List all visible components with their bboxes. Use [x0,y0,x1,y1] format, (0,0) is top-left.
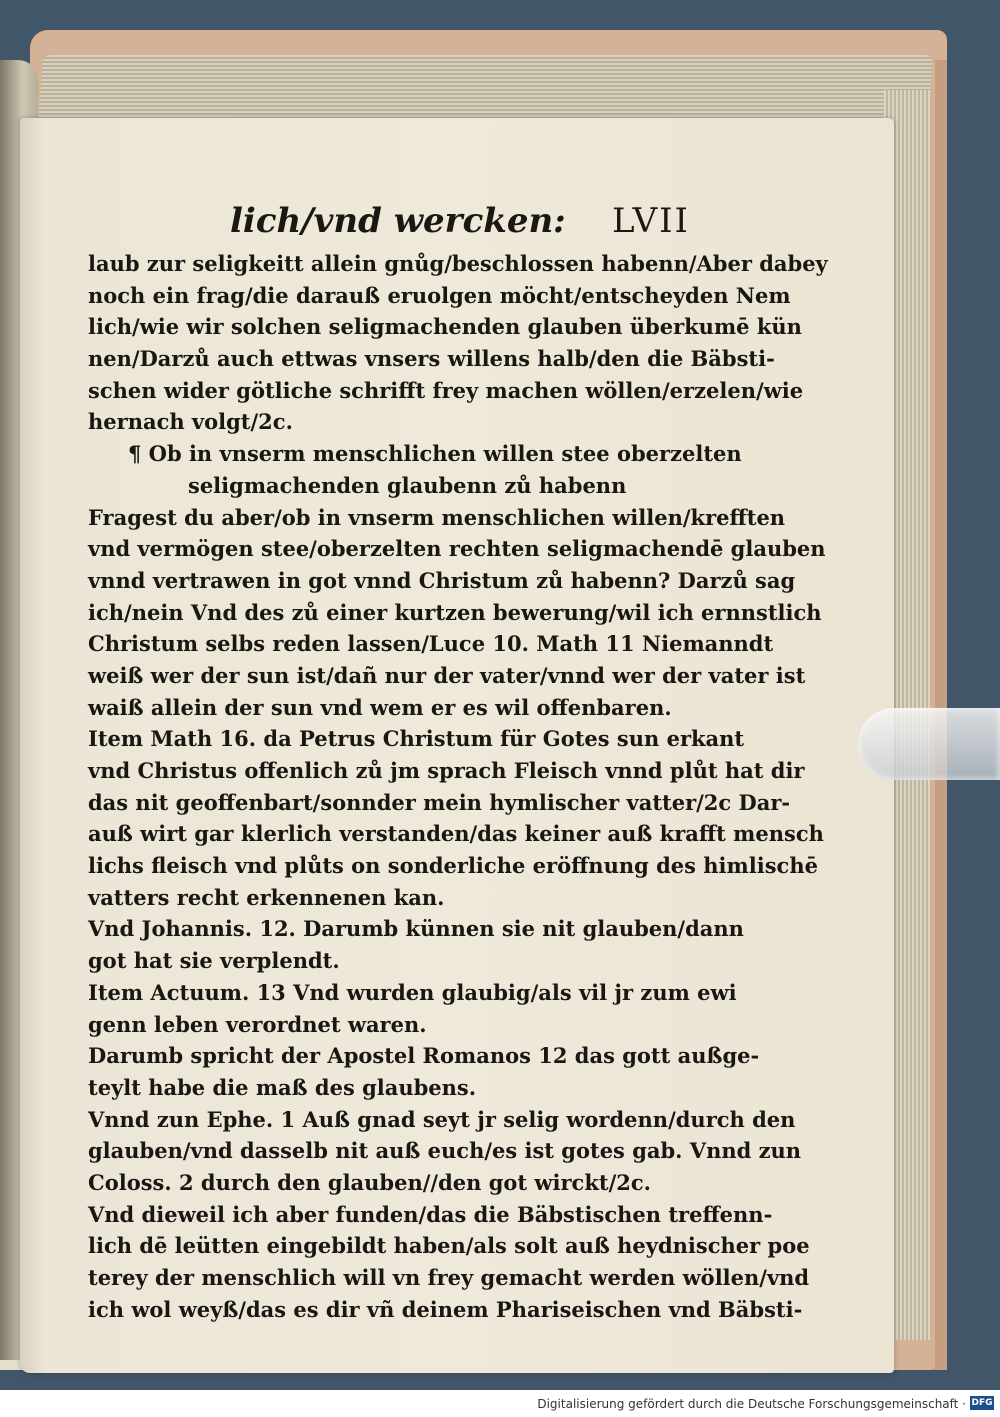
text-line: vnd vermögen stee/oberzelten rechten seligmachendē glauben [88,536,826,562]
text-line: Vnd dieweil ich aber funden/das die Bäbstischen treffenn- [88,1201,773,1227]
footer-bar [0,1390,1000,1417]
text-line: schen wider götliche schrifft frey machen wöllen/erzelen/wie [88,377,804,403]
text-line: noch ein frag/die darauß eruolgen möcht/entscheyden Nem [88,282,791,308]
text-line: vnnd vertrawen in got vnnd Christum zů habenn? Darzů sag [88,567,796,593]
text-line: hernach volgt/2c. [88,409,293,435]
section-heading: seligmachenden glaubenn zů habenn [188,472,627,498]
page-clip [858,708,1000,780]
text-line: Fragest du aber/ob in vnserm menschlichen willen/krefften [88,504,786,530]
section-heading: ¶ Ob in vnserm menschlichen willen stee oberzelten [128,441,742,467]
text-line: auß wirt gar klerlich verstanden/das keiner auß krafft mensch [88,821,824,847]
text-line: lich/wie wir solchen seligmachenden glauben überkumē kün [88,314,802,340]
text-line: waiß allein der sun vnd wem er es wil offenbaren. [88,694,672,720]
text-line: Item Math 16. da Petrus Christum für Gotes sun erkant [88,726,745,752]
funding-credit: Digitalisierung gefördert durch die Deutsche Forschungsgemeinschaft · [537,1397,966,1411]
text-line: Vnnd zun Ephe. 1 Auß gnad seyt jr selig wordenn/durch den [88,1106,796,1132]
text-line: teylt habe die maß des glaubens. [88,1074,477,1100]
text-line: genn leben verordnet waren. [88,1011,427,1037]
text-line: got hat sie verplendt. [88,948,340,974]
text-line: vnd Christus offenlich zů jm sprach Fleisch vnnd plůt hat dir [88,758,805,783]
text-line: Item Actuum. 13 Vnd wurden glaubig/als vil jr zum ewi [88,979,737,1005]
text-line: ich wol weyß/das es dir vñ deinem Phariseischen vnd Bäbsti- [88,1296,803,1322]
text-line: Vnd Johannis. 12. Darumb künnen sie nit glauben/dann [88,916,744,942]
page-text [88,248,828,1325]
text-line: Darumb spricht der Apostel Romanos 12 das gott außge- [88,1043,760,1069]
text-line: vatters recht erkennenen kan. [88,884,445,910]
text-line: lich dē leütten eingebildt haben/als solt auß heydnischer poe [88,1233,810,1259]
text-line: terey der menschlich will vn frey gemacht werden wöllen/vnd [88,1265,810,1290]
text-line: nen/Darzů auch ettwas vnsers willens halb/den die Bäbsti- [88,346,775,372]
text-line: das nit geoffenbart/sonnder mein hymlischer vatter/2c Dar- [88,789,791,815]
text-line: glauben/vnd dasselb nit auß euch/es ist gotes gab. Vnnd zun [88,1138,802,1164]
text-line: laub zur seligkeitt allein gnůg/beschlossen habenn/Aber dabey [88,251,828,276]
text-line: lichs fleisch vnd plůts on sonderliche eröffnung des himlischē [88,853,818,879]
text-line: ich/nein Vnd des zů einer kurtzen bewerung/wil ich ernnstlich [88,599,822,625]
text-line: Coloss. 2 durch den glauben//den got wirckt/2c. [88,1169,651,1195]
folio-number: LVII [612,201,690,241]
running-head: lich/vnd wercken: [230,201,566,241]
page-header [230,200,690,242]
text-line: weiß wer der sun ist/dañ nur der vater/vnnd wer der vater ist [88,662,806,688]
text-line: Christum selbs reden lassen/Luce 10. Math 11 Niemanndt [88,631,774,657]
dfg-logo-icon: DFG [971,1398,993,1408]
